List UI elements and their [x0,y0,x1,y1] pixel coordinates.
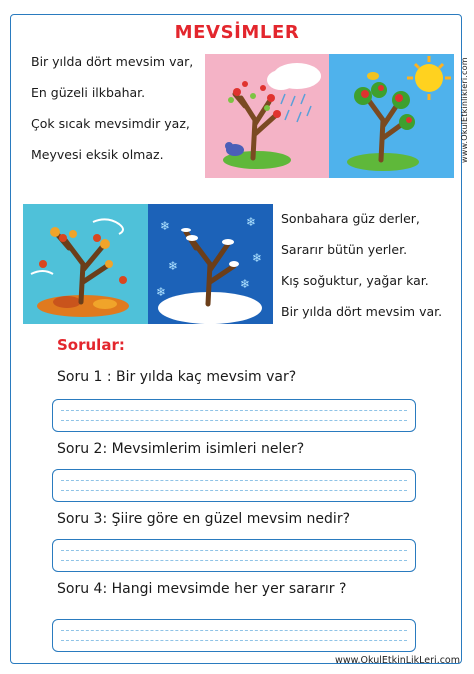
poem-line: Sonbahara güz derler, [281,211,420,226]
question-2: Soru 2: Mevsimlerim isimleri neler? [57,441,305,457]
footer-website-url: www.OkulEtkinLikLeri.com [335,655,460,666]
writing-line [61,560,407,561]
writing-line [61,630,407,631]
poem-stanza-2 [281,203,442,327]
answer-box-4[interactable] [52,619,416,652]
question-4: Soru 4: Hangi mevsimde her yer sararır ? [57,581,347,597]
svg-text:❄: ❄ [246,215,257,229]
spring-tree-illustration [205,54,329,178]
poem-line: Bir yılda dört mevsim var. [281,304,443,319]
questions-heading: Sorular: [57,336,125,354]
page-title: MEVSİMLER [174,22,300,43]
answer-box-1[interactable] [52,399,416,432]
svg-text:❄: ❄ [168,259,179,273]
answer-box-2[interactable] [52,469,416,502]
svg-text:❄: ❄ [160,219,171,233]
autumn-tree-illustration [23,204,148,324]
writing-line [61,480,407,481]
writing-line [61,490,407,491]
poem-line: Meyvesi eksik olmaz. [31,147,164,162]
poem-line: Bir yılda dört mevsim var, [31,54,194,69]
poem-line: Sararır bütün yerler. [281,242,408,257]
svg-text:❄: ❄ [240,277,251,291]
summer-tree-illustration [329,54,454,178]
question-1: Soru 1 : Bir yılda kaç mevsim var? [57,369,297,385]
poem-line: En güzeli ilkbahar. [31,85,146,100]
poem-line: Çok sıcak mevsimdir yaz, [31,116,190,131]
writing-line [61,420,407,421]
writing-line [61,640,407,641]
side-website-url: www.OkulEtkinlikleri.com [460,57,469,163]
svg-text:❄: ❄ [156,285,167,299]
answer-box-3[interactable] [52,539,416,572]
question-3: Soru 3: Şiire göre en güzel mevsim nedir? [57,511,351,527]
writing-line [61,550,407,551]
poem-line: Kış soğuktur, yağar kar. [281,273,429,288]
svg-text:❄: ❄ [252,251,263,265]
writing-line [61,410,407,411]
winter-tree-illustration [148,204,273,324]
poem-stanza-1 [31,46,193,170]
